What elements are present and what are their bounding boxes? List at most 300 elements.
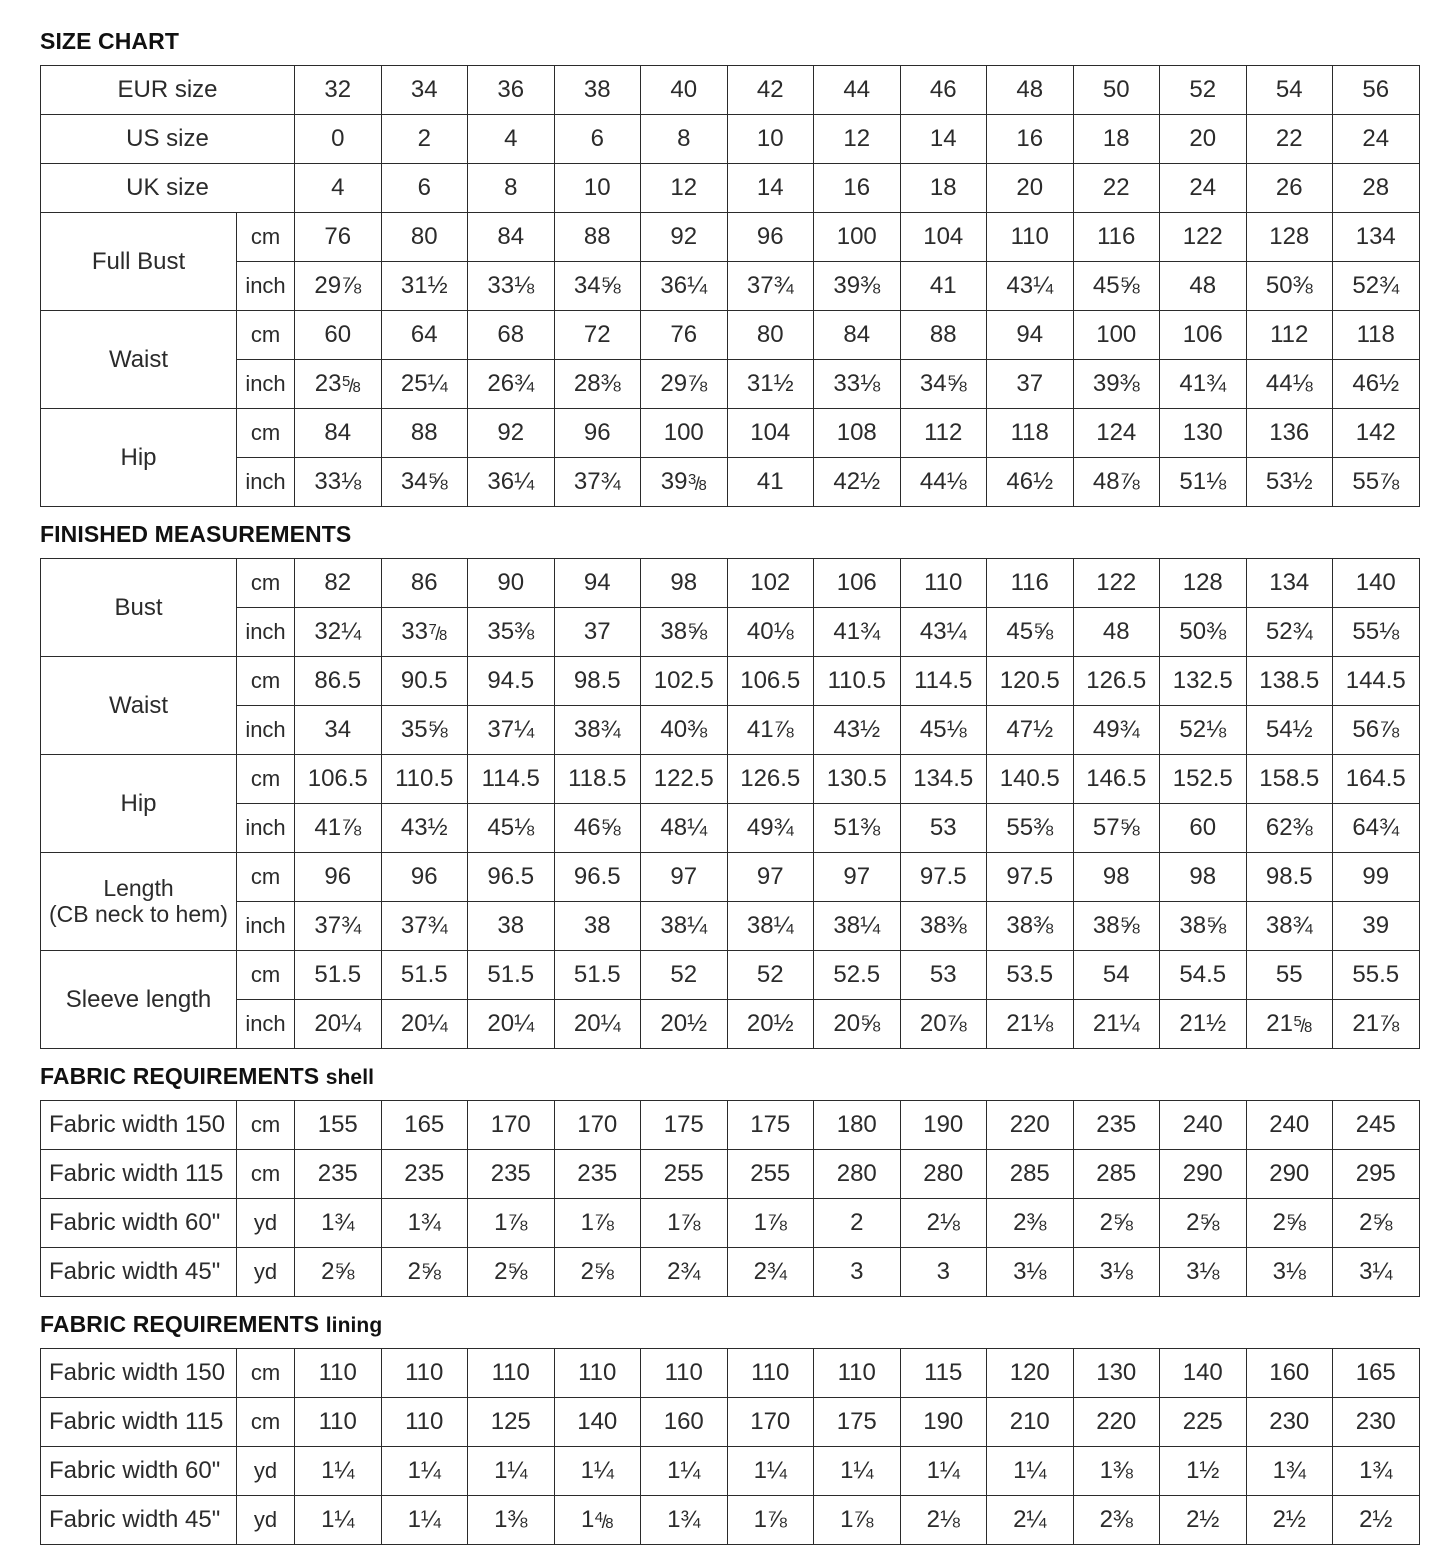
row-unit: cm	[237, 559, 295, 608]
table-cell: 41¾	[1160, 360, 1247, 409]
table-cell: 25¼	[381, 360, 468, 409]
table-cell: 10	[554, 164, 641, 213]
table-cell: 50⅜	[1160, 608, 1247, 657]
table-cell: 37	[554, 608, 641, 657]
table-cell: 165	[381, 1101, 468, 1150]
table-cell: 2⅝	[295, 1248, 382, 1297]
table-cell: 48	[987, 66, 1074, 115]
table-cell: 134.5	[900, 755, 987, 804]
table-cell: 220	[1073, 1398, 1160, 1447]
table-row	[41, 1447, 1420, 1496]
table-cell: 38¾	[1246, 902, 1333, 951]
table-cell: 34⅝	[900, 360, 987, 409]
table-row	[41, 1150, 1420, 1199]
row-unit: yd	[237, 1199, 295, 1248]
table-cell: 106	[1160, 311, 1247, 360]
table-cell: 110	[381, 1349, 468, 1398]
table-cell: 51.5	[554, 951, 641, 1000]
table-cell: 94.5	[468, 657, 555, 706]
table-cell: 132.5	[1160, 657, 1247, 706]
table-cell: 160	[1246, 1349, 1333, 1398]
table-cell: 88	[554, 213, 641, 262]
row-label: EUR size	[41, 66, 295, 115]
table-cell: 1½	[1160, 1447, 1247, 1496]
row-label: Fabric width 45"	[41, 1496, 237, 1545]
row-unit: cm	[237, 409, 295, 458]
table-cell: 51.5	[468, 951, 555, 1000]
table-cell: 40	[641, 66, 728, 115]
table-cell: 37¾	[381, 902, 468, 951]
table-cell: 2⅜	[1073, 1496, 1160, 1545]
table-cell: 22	[1246, 115, 1333, 164]
table-cell: 37¾	[554, 458, 641, 507]
table-cell: 126.5	[727, 755, 814, 804]
table-cell: 2½	[1246, 1496, 1333, 1545]
row-label: Fabric width 45"	[41, 1248, 237, 1297]
table-cell: 165	[1333, 1349, 1420, 1398]
table-cell: 280	[900, 1150, 987, 1199]
row-unit: yd	[237, 1447, 295, 1496]
table-cell: 2⅝	[1160, 1199, 1247, 1248]
table-cell: 52¾	[1246, 608, 1333, 657]
table-cell: 48	[1073, 608, 1160, 657]
table-cell: 26	[1246, 164, 1333, 213]
table-cell: 210	[987, 1398, 1074, 1447]
table-cell: 110	[987, 213, 1074, 262]
table-cell: 48	[1160, 262, 1247, 311]
table-cell: 110	[295, 1349, 382, 1398]
table-cell: 29⅞	[295, 262, 382, 311]
table-cell: 3	[814, 1248, 901, 1297]
table-cell: 0	[295, 115, 382, 164]
table-cell: 1¼	[641, 1447, 728, 1496]
table-cell: 96	[295, 853, 382, 902]
table-cell: 102	[727, 559, 814, 608]
table-row	[41, 1000, 1420, 1049]
table-cell: 118.5	[554, 755, 641, 804]
table-row	[41, 164, 1420, 213]
table-cell: 72	[554, 311, 641, 360]
row-unit: yd	[237, 1248, 295, 1297]
table-cell: 96.5	[468, 853, 555, 902]
table-cell: 49¾	[727, 804, 814, 853]
table-cell: 28	[1333, 164, 1420, 213]
table-cell: 51⅛	[1160, 458, 1247, 507]
table-cell: 53.5	[987, 951, 1074, 1000]
table-cell: 134	[1333, 213, 1420, 262]
row-unit: inch	[237, 360, 295, 409]
row-label: Fabric width 60"	[41, 1199, 237, 1248]
table-cell: 110	[641, 1349, 728, 1398]
table-cell: 1¼	[900, 1447, 987, 1496]
table-cell: 96	[727, 213, 814, 262]
table-cell: 108	[814, 409, 901, 458]
table-cell: 136	[1246, 409, 1333, 458]
table-cell: 80	[727, 311, 814, 360]
table-cell: 1¾	[641, 1496, 728, 1545]
table-cell: 235/8	[295, 360, 382, 409]
table-cell: 100	[641, 409, 728, 458]
table-cell: 37	[987, 360, 1074, 409]
table-cell: 160	[641, 1398, 728, 1447]
table-cell: 60	[295, 311, 382, 360]
table-cell: 97	[641, 853, 728, 902]
table-cell: 96.5	[554, 853, 641, 902]
row-label: Fabric width 115	[41, 1150, 237, 1199]
table-cell: 45⅛	[900, 706, 987, 755]
table-row	[41, 409, 1420, 458]
table-row	[41, 1349, 1420, 1398]
row-unit: cm	[237, 755, 295, 804]
table-cell: 170	[468, 1101, 555, 1150]
table-cell: 20⅞	[900, 1000, 987, 1049]
table-cell: 55⅜	[987, 804, 1074, 853]
table-cell: 20	[1160, 115, 1247, 164]
table-cell: 20½	[641, 1000, 728, 1049]
table-cell: 2⅝	[1246, 1199, 1333, 1248]
table-cell: 393/8	[641, 458, 728, 507]
table-cell: 33⅛	[468, 262, 555, 311]
table-cell: 240	[1246, 1101, 1333, 1150]
table-cell: 134	[1246, 559, 1333, 608]
table-cell: 170	[727, 1398, 814, 1447]
table-row	[41, 559, 1420, 608]
table-cell: 24	[1160, 164, 1247, 213]
table-cell: 2⅛	[900, 1199, 987, 1248]
table-cell: 26¾	[468, 360, 555, 409]
table-cell: 3⅛	[987, 1248, 1074, 1297]
table-cell: 33⅛	[295, 458, 382, 507]
table-cell: 106	[814, 559, 901, 608]
table-cell: 152.5	[1160, 755, 1247, 804]
section-title-finished-measurements: FINISHED MEASUREMENTS	[40, 521, 352, 547]
table-cell: 8	[468, 164, 555, 213]
table-cell: 2⅜	[987, 1199, 1074, 1248]
row-unit: cm	[237, 853, 295, 902]
table-cell: 97.5	[900, 853, 987, 902]
table-cell: 190	[900, 1398, 987, 1447]
row-label: Length (CB neck to hem)	[41, 853, 237, 951]
table-cell: 35⅜	[468, 608, 555, 657]
table-fabric-requirements-lining	[40, 1348, 1420, 1545]
table-cell: 1¼	[468, 1447, 555, 1496]
row-label: Hip	[41, 755, 237, 853]
table-cell: 88	[900, 311, 987, 360]
table-cell: 55⅛	[1333, 608, 1420, 657]
table-row	[41, 115, 1420, 164]
row-unit: inch	[237, 458, 295, 507]
table-cell: 2⅛	[900, 1496, 987, 1545]
table-cell: 40⅛	[727, 608, 814, 657]
table-cell: 128	[1160, 559, 1247, 608]
table-cell: 86.5	[295, 657, 382, 706]
table-cell: 52.5	[814, 951, 901, 1000]
table-cell: 235	[468, 1150, 555, 1199]
table-cell: 43¼	[900, 608, 987, 657]
table-cell: 98	[641, 559, 728, 608]
row-unit: inch	[237, 902, 295, 951]
table-cell: 84	[468, 213, 555, 262]
table-cell: 2¼	[987, 1496, 1074, 1545]
table-cell: 96	[554, 409, 641, 458]
table-row	[41, 902, 1420, 951]
table-cell: 46½	[987, 458, 1074, 507]
row-unit: cm	[237, 951, 295, 1000]
table-cell: 54	[1246, 66, 1333, 115]
table-cell: 55	[1246, 951, 1333, 1000]
table-cell: 140	[554, 1398, 641, 1447]
table-cell: 112	[1246, 311, 1333, 360]
table-cell: 60	[1160, 804, 1247, 853]
table-row	[41, 853, 1420, 902]
table-cell: 120	[987, 1349, 1074, 1398]
table-cell: 12	[641, 164, 728, 213]
table-cell: 38⅝	[1160, 902, 1247, 951]
table-cell: 245	[1333, 1101, 1420, 1150]
table-cell: 86	[381, 559, 468, 608]
row-label: Full Bust	[41, 213, 237, 311]
table-cell: 92	[641, 213, 728, 262]
table-cell: 38	[554, 902, 641, 951]
table-cell: 158.5	[1246, 755, 1333, 804]
table-cell: 84	[814, 311, 901, 360]
table-cell: 32	[295, 66, 382, 115]
table-cell: 126.5	[1073, 657, 1160, 706]
table-cell: 130.5	[814, 755, 901, 804]
table-cell: 44⅛	[900, 458, 987, 507]
table-cell: 2⅝	[1073, 1199, 1160, 1248]
table-cell: 50⅜	[1246, 262, 1333, 311]
table-cell: 14/8	[554, 1496, 641, 1545]
table-cell: 290	[1246, 1150, 1333, 1199]
table-row	[41, 311, 1420, 360]
table-cell: 225	[1160, 1398, 1247, 1447]
row-label: Fabric width 150	[41, 1349, 237, 1398]
table-cell: 122.5	[641, 755, 728, 804]
table-cell: 3⅛	[1073, 1248, 1160, 1297]
table-cell: 41	[727, 458, 814, 507]
table-cell: 190	[900, 1101, 987, 1150]
table-row	[41, 755, 1420, 804]
table-cell: 38⅝	[1073, 902, 1160, 951]
table-cell: 16	[814, 164, 901, 213]
table-cell: 84	[295, 409, 382, 458]
table-cell: 53	[900, 951, 987, 1000]
table-cell: 230	[1333, 1398, 1420, 1447]
table-cell: 235	[381, 1150, 468, 1199]
table-cell: 130	[1160, 409, 1247, 458]
table-cell: 122	[1160, 213, 1247, 262]
table-cell: 98	[1160, 853, 1247, 902]
table-cell: 1¼	[381, 1496, 468, 1545]
table-cell: 48⅞	[1073, 458, 1160, 507]
table-cell: 41⅞	[727, 706, 814, 755]
table-cell: 220	[987, 1101, 1074, 1150]
table-cell: 99	[1333, 853, 1420, 902]
row-label: UK size	[41, 164, 295, 213]
table-cell: 97	[727, 853, 814, 902]
table-cell: 100	[814, 213, 901, 262]
table-cell: 1¼	[381, 1447, 468, 1496]
table-cell: 4	[468, 115, 555, 164]
table-cell: 41¾	[814, 608, 901, 657]
table-cell: 34	[295, 706, 382, 755]
table-cell: 180	[814, 1101, 901, 1150]
table-cell: 2½	[1333, 1496, 1420, 1545]
table-cell: 6	[381, 164, 468, 213]
table-cell: 110	[900, 559, 987, 608]
row-label: Sleeve length	[41, 951, 237, 1049]
table-cell: 170	[554, 1101, 641, 1150]
table-cell: 52⅛	[1160, 706, 1247, 755]
row-unit: inch	[237, 608, 295, 657]
table-cell: 118	[1333, 311, 1420, 360]
table-cell: 49¾	[1073, 706, 1160, 755]
table-cell: 36¼	[641, 262, 728, 311]
table-cell: 76	[641, 311, 728, 360]
table-cell: 106.5	[727, 657, 814, 706]
table-cell: 52	[641, 951, 728, 1000]
table-row	[41, 1101, 1420, 1150]
table-row	[41, 66, 1420, 115]
table-cell: 240	[1160, 1101, 1247, 1150]
table-cell: 28⅜	[554, 360, 641, 409]
row-label: Waist	[41, 311, 237, 409]
table-cell: 116	[987, 559, 1074, 608]
table-cell: 53	[900, 804, 987, 853]
table-row	[41, 1398, 1420, 1447]
table-cell: 1¼	[987, 1447, 1074, 1496]
row-unit: inch	[237, 804, 295, 853]
table-cell: 64	[381, 311, 468, 360]
table-cell: 3⅛	[1160, 1248, 1247, 1297]
table-cell: 34⅝	[554, 262, 641, 311]
table-row	[41, 1199, 1420, 1248]
table-cell: 215/8	[1246, 1000, 1333, 1049]
row-unit: cm	[237, 311, 295, 360]
table-cell: 37¼	[468, 706, 555, 755]
table-cell: 2⅝	[1333, 1199, 1420, 1248]
table-cell: 38	[468, 902, 555, 951]
table-cell: 1¼	[727, 1447, 814, 1496]
table-cell: 6	[554, 115, 641, 164]
table-cell: 20¼	[381, 1000, 468, 1049]
table-cell: 80	[381, 213, 468, 262]
table-cell: 1⅜	[1073, 1447, 1160, 1496]
table-cell: 124	[1073, 409, 1160, 458]
table-cell: 1¾	[295, 1199, 382, 1248]
table-cell: 41	[900, 262, 987, 311]
table-cell: 114.5	[900, 657, 987, 706]
row-unit: cm	[237, 213, 295, 262]
table-cell: 38¼	[814, 902, 901, 951]
table-cell: 1¼	[814, 1447, 901, 1496]
table-cell: 175	[814, 1398, 901, 1447]
table-cell: 24	[1333, 115, 1420, 164]
table-cell: 106.5	[295, 755, 382, 804]
table-row	[41, 657, 1420, 706]
row-label: Bust	[41, 559, 237, 657]
table-cell: 31½	[727, 360, 814, 409]
section-title-size-chart: SIZE CHART	[40, 28, 179, 54]
table-cell: 45⅛	[468, 804, 555, 853]
table-cell: 98	[1073, 853, 1160, 902]
row-unit: yd	[237, 1496, 295, 1545]
row-unit: cm	[237, 1150, 295, 1199]
table-cell: 52	[727, 951, 814, 1000]
table-row	[41, 1248, 1420, 1297]
table-cell: 38¼	[727, 902, 814, 951]
table-cell: 14	[900, 115, 987, 164]
table-cell: 122	[1073, 559, 1160, 608]
table-cell: 138.5	[1246, 657, 1333, 706]
section-title-suffix: shell	[325, 1066, 375, 1089]
table-cell: 14	[727, 164, 814, 213]
table-cell: 64¾	[1333, 804, 1420, 853]
table-cell: 43¼	[987, 262, 1074, 311]
table-cell: 22	[1073, 164, 1160, 213]
table-cell: 42	[727, 66, 814, 115]
table-cell: 118	[987, 409, 1074, 458]
table-cell: 92	[468, 409, 555, 458]
table-cell: 12	[814, 115, 901, 164]
table-cell: 34	[381, 66, 468, 115]
table-cell: 41⅞	[295, 804, 382, 853]
table-cell: 20	[987, 164, 1074, 213]
table-cell: 53½	[1246, 458, 1333, 507]
table-cell: 82	[295, 559, 382, 608]
row-unit: cm	[237, 1398, 295, 1447]
table-cell: 68	[468, 311, 555, 360]
table-cell: 290	[1160, 1150, 1247, 1199]
table-cell: 2¾	[641, 1248, 728, 1297]
table-cell: 1⅞	[554, 1199, 641, 1248]
table-cell: 100	[1073, 311, 1160, 360]
table-cell: 255	[727, 1150, 814, 1199]
table-cell: 55.5	[1333, 951, 1420, 1000]
table-finished-measurements	[40, 558, 1420, 1049]
table-cell: 96	[381, 853, 468, 902]
table-cell: 110	[381, 1398, 468, 1447]
table-cell: 104	[727, 409, 814, 458]
table-cell: 54	[1073, 951, 1160, 1000]
table-cell: 120.5	[987, 657, 1074, 706]
table-cell: 115	[900, 1349, 987, 1398]
table-cell: 112	[900, 409, 987, 458]
table-row	[41, 360, 1420, 409]
table-cell: 235	[554, 1150, 641, 1199]
table-cell: 140	[1333, 559, 1420, 608]
table-cell: 54.5	[1160, 951, 1247, 1000]
table-cell: 52¾	[1333, 262, 1420, 311]
table-cell: 94	[554, 559, 641, 608]
table-cell: 56⅞	[1333, 706, 1420, 755]
table-cell: 47½	[987, 706, 1074, 755]
table-row	[41, 1496, 1420, 1545]
table-cell: 57⅝	[1073, 804, 1160, 853]
table-cell: 1¾	[1333, 1447, 1420, 1496]
table-cell: 44⅛	[1246, 360, 1333, 409]
table-cell: 46	[900, 66, 987, 115]
table-cell: 235	[1073, 1101, 1160, 1150]
table-cell: 51.5	[295, 951, 382, 1000]
table-cell: 97	[814, 853, 901, 902]
table-cell: 46⅝	[554, 804, 641, 853]
section-title-fabric-requirements-lining: FABRIC REQUIREMENTS lining	[40, 1311, 383, 1337]
table-cell: 110	[554, 1349, 641, 1398]
table-cell: 280	[814, 1150, 901, 1199]
table-cell: 1¾	[1246, 1447, 1333, 1496]
